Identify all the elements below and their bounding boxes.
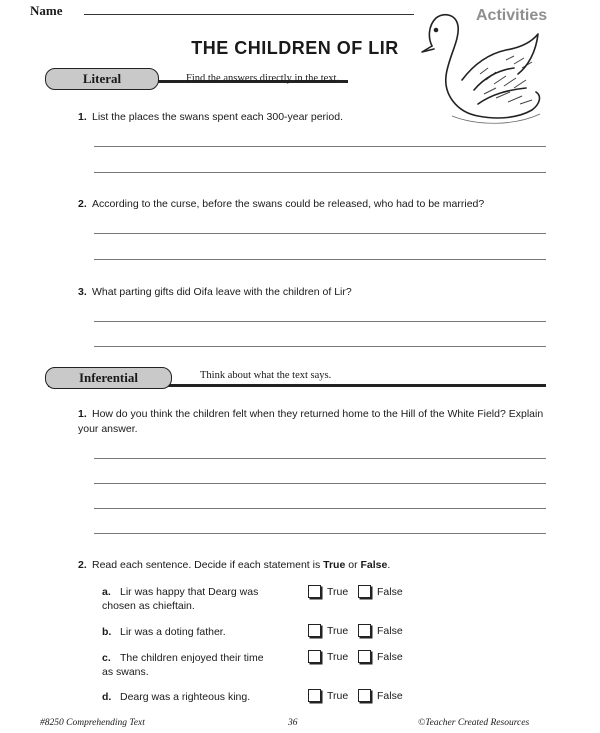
true-label: True bbox=[327, 624, 349, 637]
name-label: Name bbox=[30, 3, 63, 18]
question-text: What parting gifts did Oifa leave with the children of Lir? bbox=[92, 286, 352, 298]
statement-letter: c. bbox=[102, 652, 111, 664]
question-text: . bbox=[387, 559, 391, 571]
answer-line[interactable] bbox=[94, 483, 546, 484]
checkbox-icon[interactable] bbox=[358, 650, 371, 663]
question-number: 1. bbox=[78, 111, 87, 123]
question-text: Read each sentence. Decide if each statement is bbox=[92, 559, 324, 571]
statement-letter: b. bbox=[102, 626, 112, 638]
false-label: False bbox=[377, 624, 403, 637]
checkbox-icon[interactable] bbox=[358, 624, 371, 637]
answer-line[interactable] bbox=[94, 346, 546, 347]
question-number: 2. bbox=[78, 198, 87, 210]
answer-line[interactable] bbox=[94, 508, 546, 509]
statement-text: Lir was happy that Dearg was chosen as chieftain. bbox=[102, 586, 259, 612]
answer-line[interactable] bbox=[94, 533, 546, 534]
footer-left: #8250 Comprehending Text bbox=[40, 718, 145, 728]
false-option-b[interactable] bbox=[358, 624, 403, 637]
literal-question-2 bbox=[78, 197, 484, 212]
statement-text: Lir was a doting father. bbox=[120, 626, 226, 638]
literal-instructions: Find the answers directly in the text. bbox=[186, 73, 340, 84]
inferential-instructions: Think about what the text says. bbox=[200, 370, 332, 381]
true-option-c[interactable] bbox=[308, 650, 348, 663]
answer-line[interactable] bbox=[94, 233, 546, 234]
answer-line[interactable] bbox=[94, 172, 546, 173]
answer-line[interactable] bbox=[94, 146, 546, 147]
footer-right: ©Teacher Created Resources bbox=[418, 718, 530, 728]
checkbox-icon[interactable] bbox=[308, 650, 321, 663]
false-option-a[interactable] bbox=[358, 585, 403, 598]
literal-tab: Literal bbox=[45, 68, 159, 90]
true-label: True bbox=[327, 585, 349, 598]
statement-a bbox=[102, 585, 272, 613]
section-label: Activities bbox=[476, 7, 548, 24]
answer-line[interactable] bbox=[94, 321, 546, 322]
question-text: According to the curse, before the swans could be released, who had to be married? bbox=[92, 198, 485, 210]
statement-letter: d. bbox=[102, 691, 112, 703]
true-label: True bbox=[327, 689, 349, 702]
name-input-line[interactable] bbox=[84, 14, 414, 15]
swan-illustration bbox=[418, 8, 548, 130]
checkbox-icon[interactable] bbox=[358, 689, 371, 702]
false-label: False bbox=[377, 585, 403, 598]
statement-d bbox=[102, 690, 292, 704]
statement-text: The children enjoyed their time as swans. bbox=[102, 652, 264, 678]
true-keyword: True bbox=[323, 559, 346, 571]
false-label: False bbox=[377, 650, 403, 663]
page-title: THE CHILDREN OF LIR bbox=[191, 38, 399, 58]
false-keyword: False bbox=[360, 559, 388, 571]
question-number: 2. bbox=[78, 559, 87, 571]
literal-question-1 bbox=[78, 110, 343, 125]
false-label: False bbox=[377, 689, 403, 702]
answer-line[interactable] bbox=[94, 458, 546, 459]
inferential-tab: Inferential bbox=[45, 367, 172, 389]
true-option-a[interactable] bbox=[308, 585, 348, 598]
inferential-question-2 bbox=[78, 558, 390, 573]
false-option-d[interactable] bbox=[358, 689, 403, 702]
question-number: 3. bbox=[78, 286, 87, 298]
statement-letter: a. bbox=[102, 586, 111, 598]
question-text: or bbox=[345, 559, 361, 571]
checkbox-icon[interactable] bbox=[308, 689, 321, 702]
false-option-c[interactable] bbox=[358, 650, 403, 663]
checkbox-icon[interactable] bbox=[308, 624, 321, 637]
question-text: List the places the swans spent each 300-year period. bbox=[92, 111, 343, 123]
page-number: 36 bbox=[288, 718, 298, 728]
question-text: How do you think the children felt when they returned home to the Hill of the White Field? Explain your answer. bbox=[78, 408, 544, 435]
literal-question-3 bbox=[78, 285, 352, 300]
true-label: True bbox=[327, 650, 349, 663]
inferential-question-1 bbox=[78, 407, 548, 437]
checkbox-icon[interactable] bbox=[308, 585, 321, 598]
statement-c bbox=[102, 651, 272, 679]
question-number: 1. bbox=[78, 408, 87, 420]
true-option-b[interactable] bbox=[308, 624, 348, 637]
checkbox-icon[interactable] bbox=[358, 585, 371, 598]
answer-line[interactable] bbox=[94, 259, 546, 260]
statement-text: Dearg was a righteous king. bbox=[120, 691, 251, 703]
true-option-d[interactable] bbox=[308, 689, 348, 702]
statement-b bbox=[102, 625, 292, 639]
